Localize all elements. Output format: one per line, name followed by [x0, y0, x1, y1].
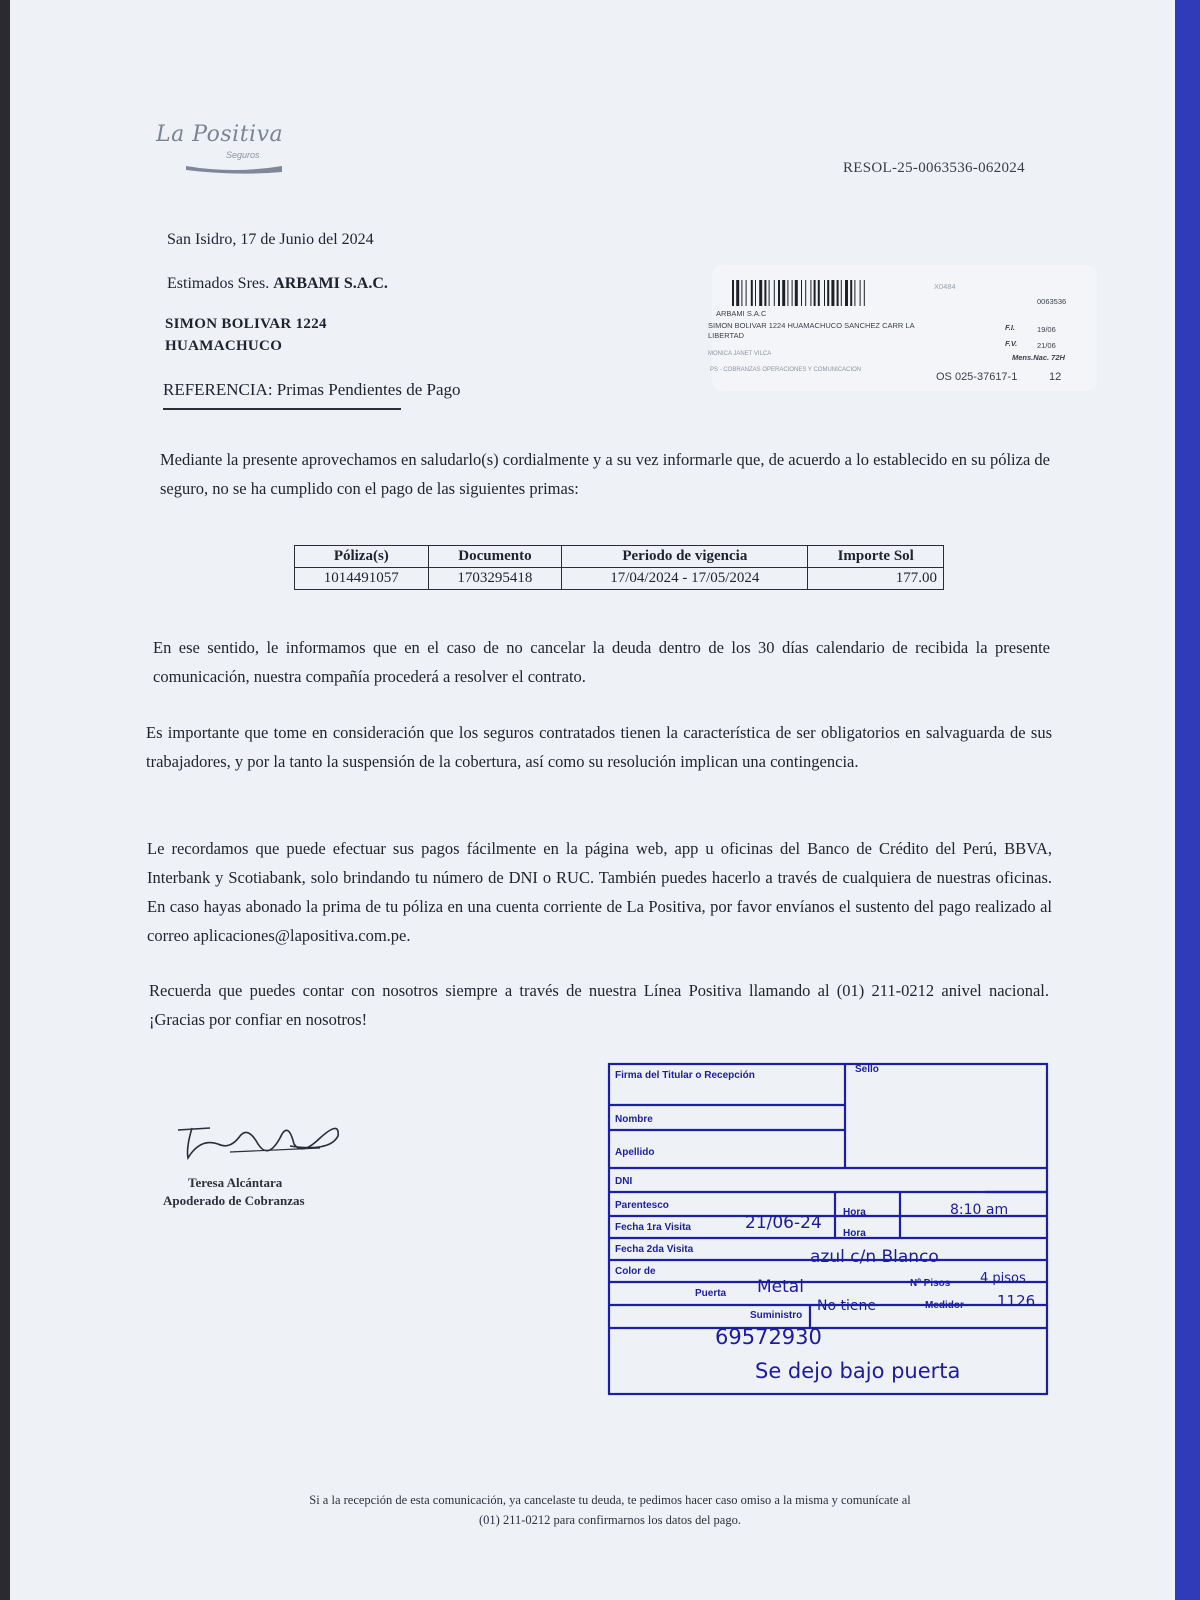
- stamp-field-name: Nombre: [615, 1114, 653, 1125]
- barcode-bar: [759, 280, 762, 306]
- stamp-field-medidor: Medidor: [925, 1300, 964, 1311]
- barcode-bar: [741, 280, 742, 306]
- paragraph-payment-options: Le recordamos que puede efectuar sus pagos fácilmente en la página web, app u oficinas del Banco de Crédito del Perú, BBVA, Interbank y Scotiabank, solo brindando tu número de DNI o RUC. También puedes hacerlo a través de cualquiera de nuestras oficinas. En caso hayas abonado la prima de tu póliza en una cuenta corriente de La Positiva, por favor envíanos el sustento del pago realizado al correo aplicaciones@lapositiva.com.pe.: [147, 839, 1052, 945]
- label-fv-label: F.V.: [1005, 339, 1018, 348]
- barcode-bar: [864, 280, 865, 306]
- handwritten-medidor: 1126: [997, 1292, 1036, 1310]
- stamp-field-supply: Suministro: [750, 1310, 803, 1321]
- barcode-bar: [764, 280, 766, 306]
- barcode-bar: [732, 280, 734, 306]
- barcode-bar: [787, 280, 788, 306]
- premiums-table: [294, 545, 944, 590]
- barcode-bar: [805, 280, 806, 306]
- header-amount: Importe Sol: [808, 546, 944, 568]
- barcode-bar: [827, 280, 829, 306]
- label-os-count: 12: [1049, 371, 1062, 383]
- stamp-field-dni: DNI: [615, 1176, 633, 1187]
- greeting-prefix: Estimados Sres.: [167, 275, 270, 292]
- signer-name: Teresa Alcántara: [188, 1175, 283, 1190]
- barcode-bar: [792, 280, 793, 306]
- reference-line: REFERENCIA: Primas Pendientes de Pago: [163, 380, 461, 399]
- handwritten-color: azul c/n Blanco: [810, 1247, 939, 1267]
- label-number: 0063536: [1037, 297, 1067, 306]
- paragraph-contact: Recuerda que puedes contar con nosotros siempre a través de nuestra Línea Positiva llamando al (01) 211-0212 anivel nacional. ¡Gracias por confiar en nosotros!: [149, 981, 1049, 1029]
- label-fv-value: 21/06: [1037, 341, 1056, 350]
- stamp-field-relation: Parentesco: [615, 1200, 669, 1211]
- barcode-bar: [818, 280, 820, 306]
- label-company: ARBAMI S.A.C: [716, 309, 767, 318]
- courier-label: [708, 265, 1097, 391]
- label-contact: MONICA JANET VILCA: [708, 351, 772, 357]
- header-period: Periodo de vigencia: [562, 546, 808, 568]
- handwritten-note: Se dejo bajo puerta: [755, 1359, 961, 1383]
- barcode-bar: [774, 280, 775, 306]
- barcode-bar: [778, 280, 780, 306]
- label-address-2: LIBERTAD: [708, 331, 744, 340]
- handwritten-signature: [170, 1108, 350, 1178]
- handwritten-hour: 8:10 am: [950, 1202, 1009, 1218]
- barcode-bar: [746, 280, 747, 306]
- barcode-bar: [837, 280, 839, 306]
- stamp-field-hour2: Hora: [843, 1228, 866, 1239]
- handwritten-phone: 69572930: [715, 1325, 822, 1349]
- barcode-bar: [795, 280, 798, 306]
- label-service: Mens.Nac. 72H: [1012, 353, 1065, 362]
- barcode-bar: [854, 280, 855, 306]
- label-os-number: OS 025-37617-1: [936, 371, 1018, 383]
- cell-amount: 177.00: [808, 568, 944, 590]
- cell-period: 17/04/2024 - 17/05/2024: [562, 568, 808, 590]
- barcode-bar: [751, 280, 753, 306]
- label-fi-value: 19/06: [1037, 325, 1056, 334]
- handwritten-supply: No tiene: [817, 1298, 876, 1314]
- stamp-field-seal: Sello: [855, 1064, 879, 1075]
- label-fi-label: F.I.: [1005, 323, 1016, 332]
- stamp-field-visit2: Fecha 2da Visita: [615, 1244, 694, 1255]
- label-department: PS - COBRANZAS OPERACIONES Y COMUNICACION: [710, 367, 862, 373]
- stamp-field-door: Puerta: [695, 1288, 727, 1299]
- logo-subtitle: Seguros: [226, 150, 260, 160]
- barcode-bar: [831, 280, 834, 306]
- barcode-bar: [736, 280, 739, 306]
- delivery-stamp: [605, 1060, 1060, 1415]
- handwritten-floors: 4 pisos: [980, 1271, 1026, 1286]
- reference-underline: [163, 408, 401, 410]
- stamp-field-signature: Firma del Titular o Recepción: [615, 1070, 755, 1081]
- footer-line-1: Si a la recepción de esta comunicación, ya cancelaste tu deuda, te pedimos hacer caso omiso a la misma y comunícate al: [309, 1493, 911, 1507]
- header-policy: Póliza(s): [295, 546, 429, 568]
- barcode-bar: [860, 280, 861, 306]
- cell-policy: 1014491057: [295, 568, 429, 590]
- stamp-field-surname: Apellido: [615, 1147, 655, 1158]
- address-line-1: SIMON BOLIVAR 1224: [165, 316, 327, 332]
- barcode-icon: [732, 280, 932, 306]
- logo-swoosh-icon: [184, 160, 284, 174]
- barcode-bar: [769, 280, 770, 306]
- resolution-number: RESOL-25-0063536-062024: [843, 160, 1025, 176]
- barcode-bar: [755, 280, 756, 306]
- table-header-row: [295, 546, 944, 568]
- barcode-bar: [801, 280, 802, 306]
- header-document: Documento: [428, 546, 562, 568]
- stamp-field-floors: Nº Pisos: [910, 1278, 951, 1289]
- barcode-bar: [824, 280, 825, 306]
- signer-role: Apoderado de Cobranzas: [163, 1193, 305, 1208]
- stamp-field-visit1: Fecha 1ra Visita: [615, 1222, 691, 1233]
- barcode-bar: [810, 280, 811, 306]
- barcode-bar: [850, 280, 852, 306]
- barcode-bar: [841, 280, 842, 306]
- paragraph-importance: Es importante que tome en consideración que los seguros contratados tienen la característica de ser obligatorios en salvaguarda de sus trabajadores, y por la tanto la suspensión de la cobertura, así como su resolución implican una contingencia.: [146, 723, 1052, 771]
- intro-paragraph: Mediante la presente aprovechamos en saludarlo(s) cordialmente y a su vez informarle que, de acuerdo a lo establecido en su póliza de seguro, no se ha cumplido con el pago de las siguientes primas:: [160, 450, 1050, 498]
- barcode-bar: [814, 280, 816, 306]
- paragraph-deadline: En ese sentido, le informamos que en el caso de no cancelar la deuda dentro de los 30 días calendario de recibida la presente comunicación, nuestra compañía procederá a resolver el contrato.: [153, 638, 1050, 686]
- stamp-field-hour: Hora: [843, 1207, 866, 1218]
- greeting: [167, 275, 388, 293]
- logo-name: La Positiva: [156, 122, 284, 147]
- barcode-bar: [782, 280, 785, 306]
- label-address: SIMON BOLIVAR 1224 HUAMACHUCO SANCHEZ CARR LA: [708, 321, 915, 330]
- address-line-2: HUAMACHUCO: [165, 338, 283, 354]
- footer-note: [190, 1490, 1030, 1530]
- barcode-bar: [845, 280, 848, 306]
- label-code: X0484: [934, 282, 956, 291]
- letter-date: San Isidro, 17 de Junio del 2024: [167, 231, 374, 248]
- company-logo: [156, 122, 296, 182]
- table-row: [295, 568, 944, 590]
- cell-document: 1703295418: [428, 568, 562, 590]
- recipient-name: ARBAMI S.A.C.: [273, 275, 388, 292]
- footer-line-2: (01) 211-0212 para confirmarnos los datos del pago.: [479, 1513, 741, 1527]
- letter-sheet: [10, 0, 1175, 1600]
- handwritten-door: Metal: [757, 1277, 804, 1297]
- stamp-field-color: Color de: [615, 1266, 656, 1277]
- handwritten-visit-date: 21/06-24: [745, 1213, 822, 1233]
